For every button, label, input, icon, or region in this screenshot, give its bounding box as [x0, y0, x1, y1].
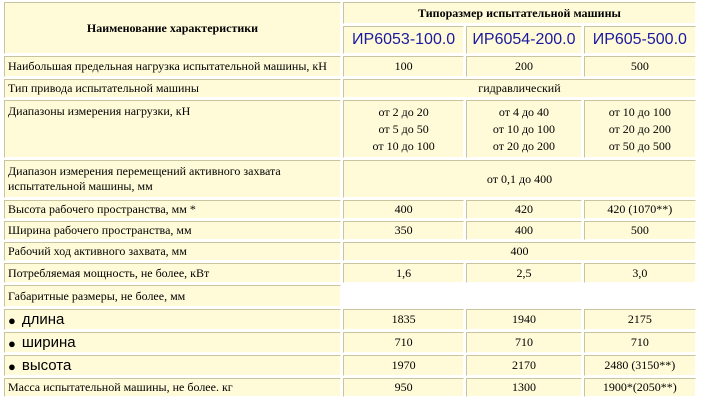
length-value-1: 1835	[343, 309, 464, 330]
height-value-3: 2480 (3150**)	[584, 355, 696, 376]
max-load-value-2: 200	[466, 56, 581, 77]
bullet-icon: ●	[8, 358, 16, 374]
row-width	[4, 332, 696, 353]
bullet-icon: ●	[8, 335, 16, 351]
stroke-label: Рабочий ход активного захвата, мм	[4, 242, 341, 261]
power-label: Потребляемая мощность, не более, кВт	[4, 263, 341, 283]
work-width-value-2: 400	[466, 221, 581, 240]
mass-label: Масса испытательной машины, не более. кг	[4, 378, 341, 397]
load-range-1-line-1: от 2 до 20	[378, 104, 429, 119]
row-displacement-range	[4, 160, 696, 198]
row-stroke	[4, 242, 696, 261]
load-range-label: Диапазоны измерения нагрузки, кН	[4, 100, 341, 158]
mass-value-3: 1900*(2050**)	[584, 378, 696, 397]
work-height-value-3: 420 (1070**)	[584, 200, 696, 219]
load-range-value-1	[343, 100, 464, 158]
drive-type-label: Тип привода испытательной машины	[4, 79, 341, 98]
row-work-width	[4, 221, 696, 240]
row-max-load	[4, 56, 696, 77]
work-width-label: Ширина рабочего пространства, мм	[4, 221, 341, 240]
specs-table	[2, 0, 698, 399]
dimensions-blank	[343, 285, 696, 307]
load-range-3-line-1: от 10 до 100	[608, 104, 671, 119]
width-value-2: 710	[466, 332, 581, 353]
displacement-range-value: от 0,1 до 400	[343, 160, 696, 198]
row-drive-type	[4, 79, 696, 98]
header-characteristic: Наименование характеристики	[4, 2, 341, 54]
work-height-value-2: 420	[466, 200, 581, 219]
row-load-range	[4, 100, 696, 158]
max-load-label: Наибольшая предельная нагрузка испытательной машины, кН	[4, 56, 341, 77]
power-value-3: 3,0	[584, 263, 696, 283]
height-value-1: 1970	[343, 355, 464, 376]
displacement-range-label: Диапазон измерения перемещений активного захвата испытательной машины, мм	[4, 160, 341, 198]
load-range-3-line-3: от 50 до 500	[608, 138, 671, 153]
load-range-1-line-3: от 10 до 100	[372, 138, 435, 153]
length-value-3: 2175	[584, 309, 696, 330]
work-height-label: Высота рабочего пространства, мм *	[4, 200, 341, 219]
row-power	[4, 263, 696, 283]
model-3: ИР605-500.0	[584, 26, 696, 54]
work-width-value-1: 350	[343, 221, 464, 240]
row-work-height	[4, 200, 696, 219]
row-mass	[4, 378, 696, 397]
width-value-3: 710	[584, 332, 696, 353]
load-range-2-line-1: от 4 до 40	[498, 104, 550, 119]
work-height-value-1: 400	[343, 200, 464, 219]
stroke-value: 400	[343, 242, 696, 261]
mass-value-1: 950	[343, 378, 464, 397]
load-range-value-2	[466, 100, 581, 158]
length-value-2: 1940	[466, 309, 581, 330]
work-width-value-3: 500	[584, 221, 696, 240]
max-load-value-1: 100	[343, 56, 464, 77]
bullet-icon: ●	[8, 312, 16, 328]
height-cell	[4, 355, 341, 376]
width-value-1: 710	[343, 332, 464, 353]
length-cell	[4, 309, 341, 330]
mass-value-2: 1300	[466, 378, 581, 397]
dimensions-label: Габаритные размеры, не более, мм	[4, 285, 341, 307]
length-label: длина	[21, 311, 65, 328]
width-cell	[4, 332, 341, 353]
header-group: Типоразмер испытательной машины	[343, 2, 696, 24]
row-dimensions	[4, 285, 696, 307]
model-1: ИР6053-100.0	[343, 26, 464, 54]
model-2: ИР6054-200.0	[466, 26, 581, 54]
height-label: высота	[21, 357, 72, 374]
load-range-2-line-3: от 20 до 200	[492, 138, 556, 153]
drive-type-value: гидравлический	[343, 79, 696, 98]
load-range-3-line-2: от 20 до 200	[608, 121, 671, 136]
power-value-2: 2,5	[466, 263, 581, 283]
max-load-value-3: 500	[584, 56, 696, 77]
load-range-value-3	[584, 100, 696, 158]
load-range-2-line-2: от 10 до 100	[492, 121, 556, 136]
header-row	[4, 2, 696, 24]
width-label: ширина	[21, 334, 76, 351]
height-value-2: 2170	[466, 355, 581, 376]
row-length	[4, 309, 696, 330]
row-height	[4, 355, 696, 376]
power-value-1: 1,6	[343, 263, 464, 283]
load-range-1-line-2: от 5 до 50	[378, 121, 429, 136]
